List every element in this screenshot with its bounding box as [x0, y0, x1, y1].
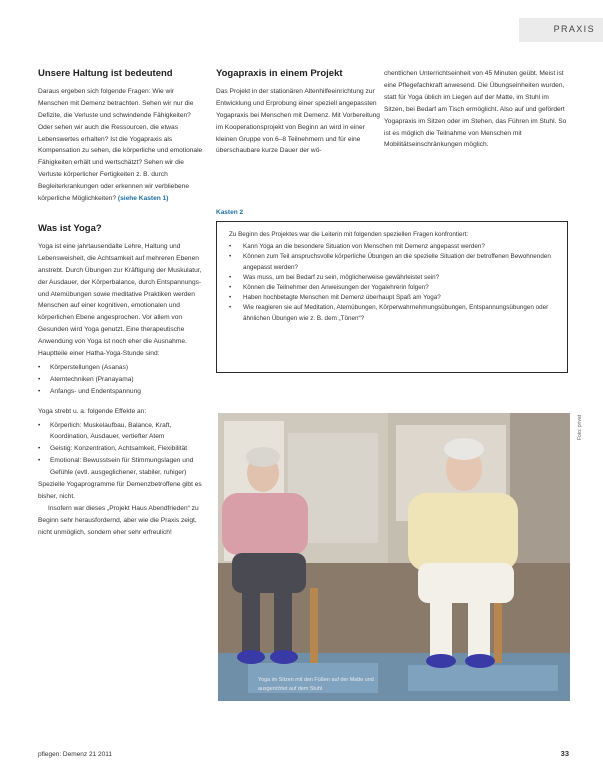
paragraph-haltung: Daraus ergeben sich folgende Fragen: Wie wir Menschen mit Demenz betrachten. Sehen wir nur die Defizite, die Verluste und schwindende Fähigkeiten? Oder sehen wir auch die Ressourcen, die etwas Lebenswertes erhalten? Ist die Yogapraxis als Kompensation zu sehen, die körperliche und emotionale Fähigkeiten erhält und wertschätzt? Sehen wir die Verluste körperlicher Fertigkeiten z. B. durch Begleiterkrankungen oder erkennen wir verbliebene körperliche Möglichkeiten?: [38, 87, 203, 203]
list-item: • Haben hochbetagte Menschen mit Demenz überhaupt Spaß am Yoga?: [229, 293, 557, 303]
list-item: • Können zum Teil anspruchsvolle körperliche Übungen an die spezielle Situation der betroffenen Bewohnenden angepasst werden?: [229, 252, 557, 272]
heading-haltung: Unsere Haltung ist bedeutend: [38, 68, 173, 79]
column-right: [384, 68, 567, 151]
photo-caption: Yoga im Sitzen mit den Füßen auf der Matte und ausgerichtet auf dem Stuhl: [258, 677, 374, 692]
list-hauptteile: [38, 362, 206, 398]
paragraph-projekt-continued: chentlichen Unterrichtseinheit von 45 Minuten geübt. Meist ist eine Pflegefachkraft anwesend. Die Übungseinheiten wurden, statt für Yoga üblich im Liegen auf der Matte, im Stuhl im Sitzen, bei Bedarf am Tisch ermöglicht. Also auf und gefördert Yogapraxis im Sitzen oder im Stehen, das Führen im Stuhl. So ist es möglich die Teilnahme von Menschen mit Mobilitätseinschränkungen möglich.: [384, 70, 567, 149]
list-item: • Anfangs- und Endentspannung: [38, 386, 206, 398]
list-effekte: [38, 420, 206, 480]
kasten-question-list: [229, 242, 557, 324]
list-item: • Atemtechniken (Pranayama): [38, 374, 206, 386]
list-item: • Kann Yoga an die besondere Situation von Menschen mit Demenz angepasst werden?: [229, 242, 557, 252]
journal-footer: pflegen: Demenz 21 2011: [38, 751, 112, 758]
section-tag-label: PRAXIS: [553, 24, 595, 34]
heading-yogapraxis: Yogapraxis in einem Projekt: [216, 68, 343, 79]
list-item: • Körperstellungen (Asanas): [38, 362, 206, 374]
column-middle: [216, 68, 381, 157]
list-item: • Was muss, um bei Bedarf zu sein, möglicherweise gewährleistet sein?: [229, 273, 557, 283]
list-item: • Können die Teilnehmer den Anweisungen der Yogalehrerin folgen?: [229, 283, 557, 293]
paragraph-hauptteile: Hauptteile einer Hatha-Yoga-Stunde sind:: [38, 350, 160, 358]
page-number: 33: [560, 749, 569, 758]
list-item: • Geistig: Konzentration, Achtsamkeit, Flexibilität: [38, 443, 206, 455]
heading-was-ist-yoga: Was ist Yoga?: [38, 222, 102, 234]
info-box-kasten-2: [216, 221, 568, 373]
paragraph-projekt: Das Projekt in der stationären Altenhilfeeinrichtung zur Entwicklung und Erprobung einer speziell angepassten Yogapraxis bei Menschen mit Demenz. Mit Vorbereitung im Kooperationsprojekt von Beginn an wird in einer kleinen Gruppe von 6–8 Teilnehmern und für eine überschaubare kurze Dauer der wö-: [216, 87, 380, 155]
paragraph-effekte: Yoga strebt u. a. folgende Effekte an:: [38, 407, 147, 415]
paragraph-yoga-definition: Yoga ist eine jahrtausendalte Lehre, Haltung und Lebensweisheit, die Achtsamkeit auf mehreren Ebenen anstrebt. Durch Übungen zur Kräftigung der Muskulatur, der Ausdauer, der Körperbalance, durch Entspannungs- und Atemübungen sowie meditative Praktiken werden Menschen auf einer kognitiven, emotionalen und körperlichen Ebene angesprochen. Vor allem von Gesunden wird Yoga genutzt. Eine therapeutische Anwendung von Yoga ist noch eher die Ausnahme.: [38, 242, 202, 346]
paragraph-projekt-fazit: Insofern war dieses „Projekt Haus Abendfrieden“ zu Beginn sehr herausfordernd, aber wie die Praxis zeigt, nicht unmöglich, sondern eher sehr erfreulich!: [38, 504, 199, 536]
section-tag: [519, 18, 603, 42]
kasten-label: Kasten 2: [216, 209, 244, 216]
photo-yoga-seniors: [218, 413, 570, 701]
column-left: [38, 68, 206, 539]
kasten-reference-link[interactable]: (siehe Kasten 1): [117, 195, 169, 203]
list-item: • Emotional: Bewusstsein für Stimmungslagen und Gefühle (evtl. ausgeglichener, stabiler, ruhiger): [38, 455, 206, 479]
kasten-intro: Zu Beginn des Projektes war die Leiterin mit folgenden speziellen Fragen konfrontiert:: [229, 231, 469, 238]
photo-credit: Foto: privat: [577, 415, 583, 441]
paragraph-spezielle-programme: Spezielle Yogaprogramme für Demenzbetroffene gibt es bisher, nicht.: [38, 481, 202, 500]
list-item: • Körperlich: Muskelaufbau, Balance, Kraft, Koordination, Ausdauer, vertiefter Atem: [38, 420, 206, 444]
list-item: • Wie reagieren sie auf Meditation, Atemübungen, Körperwahrnehmungsübungen, Entspannungsübungen oder ähnlichen Übungen wie z. B. dem „Tönen“?: [229, 303, 557, 323]
